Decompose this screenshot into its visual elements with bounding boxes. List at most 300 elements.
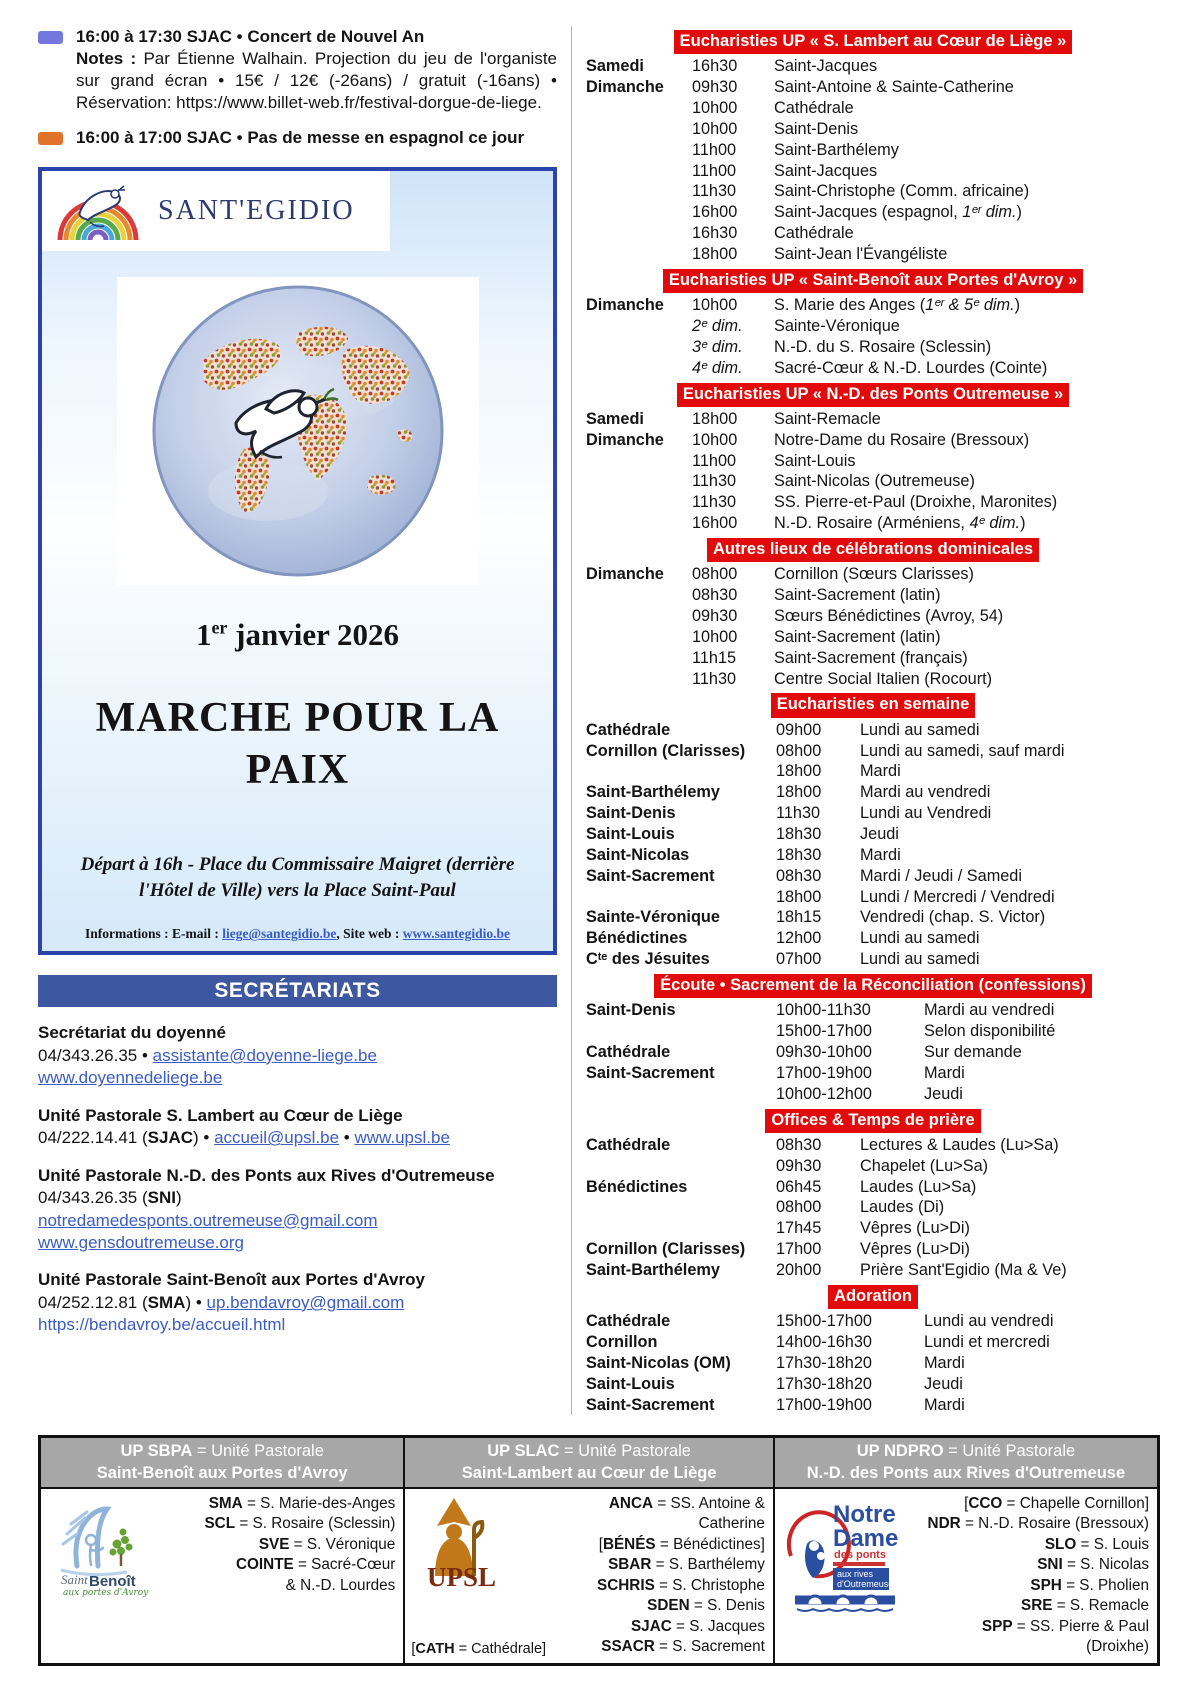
time-cell: 3ᵉ dim. [692, 337, 743, 356]
day-or-place-cell: Dimanche [586, 296, 664, 315]
time-cell: 09h30 [692, 606, 738, 625]
link[interactable]: accueil@upsl.be [214, 1128, 340, 1148]
time-cell: 11h00 [692, 161, 737, 180]
schedule-row [586, 295, 1160, 316]
secretariat-title: Unité Pastorale S. Lambert au Cœur de Liège [38, 1105, 403, 1125]
schedule-row [586, 949, 1160, 970]
time-cell: 2ᵉ dim. [692, 316, 743, 335]
notre-dame-logo [781, 1494, 909, 1658]
secretariats-header: SECRÉTARIATS [38, 975, 557, 1007]
abbreviation-item: SCHRIS = S. Christophe [597, 1576, 765, 1594]
day-or-place-cell: Saint-Nicolas (OM) [586, 1353, 731, 1372]
time-cell: 18h00 [776, 887, 822, 906]
detail-cell: Saint-Barthélemy [774, 140, 899, 159]
schedule-row [586, 887, 1160, 908]
schedule-row [586, 161, 1160, 182]
detail-cell: Mardi [860, 762, 901, 781]
time-cell: 17h00-19h00 [776, 1063, 872, 1082]
secretariat-contact-line: 04/343.26.35 (SNI) [38, 1188, 182, 1208]
detail-cell: Cornillon (Sœurs Clarisses) [774, 565, 974, 584]
detail-cell: Cathédrale [774, 224, 854, 243]
footer-col-ndpro [773, 1438, 1157, 1663]
day-or-place-cell [586, 471, 692, 492]
time-cell: 10h00-12h00 [776, 1084, 872, 1103]
poster-info-line: Informations : E-mail : liege@santegidio.be, Site web : www.santegidio.be [84, 926, 511, 942]
day-or-place-cell [586, 1197, 776, 1218]
secretariat-contact-line [38, 1067, 557, 1089]
detail-cell: Saint-Antoine & Sainte-Catherine [774, 78, 1014, 97]
detail-cell: Cathédrale [774, 98, 854, 117]
detail-cell: Vêpres (Lu>Di) [860, 1219, 970, 1238]
time-cell: 18h30 [776, 845, 822, 864]
schedule-row [586, 77, 1160, 98]
schedule-row [586, 1395, 1160, 1416]
time-cell: 18h00 [776, 783, 822, 802]
time-cell: 12h00 [776, 929, 822, 948]
announcement-notes: Notes : Par Étienne Walhain. Projection du jeu de l'organiste sur grand écran • 15€ / 12€ (-26ans) / gratuit (-16ans) • Réservation: https://www.billet-web.fr/festival-dorgue-de-liege. [76, 49, 557, 113]
schedule-row [586, 1374, 1160, 1395]
detail-cell: Lectures & Laudes (Lu>Sa) [860, 1135, 1059, 1154]
time-cell: 09h30-10h00 [776, 1042, 872, 1061]
detail-cell: Mardi / Jeudi / Samedi [860, 866, 1022, 885]
section-title: Adoration [828, 1285, 918, 1309]
schedule-row [586, 1311, 1160, 1332]
detail-cell: Saint-Jean l'Évangéliste [774, 245, 948, 263]
day-or-place-cell: Cathédrale [586, 1135, 671, 1154]
day-or-place-cell: Cornillon (Clarisses) [586, 1240, 746, 1259]
link[interactable]: www.upsl.be [354, 1128, 450, 1148]
detail-cell: Saint-Denis [774, 119, 859, 138]
time-cell: 08h00 [692, 565, 738, 584]
day-or-place-cell: Saint-Barthélemy [586, 1260, 720, 1279]
svg-text:d'Outremeuse: d'Outremeuse [836, 1578, 894, 1589]
detail-cell: Saint-Jacques [774, 161, 878, 180]
secretariat-contact-line: 04/252.12.81 (SMA) • up.bendavroy@gmail.com [38, 1292, 405, 1312]
schedule-row [586, 430, 1160, 451]
info-label: Informations : E-mail : [84, 926, 223, 942]
day-or-place-cell: Cornillon (Clarisses) [586, 741, 746, 760]
day-or-place-cell [586, 627, 692, 648]
time-cell: 08h30 [776, 1135, 822, 1154]
detail-cell: Saint-Louis [774, 451, 856, 470]
detail-cell: N.-D. du S. Rosaire (Sclessin) [774, 337, 992, 356]
day-or-place-cell [586, 316, 692, 337]
link[interactable]: up.bendavroy@gmail.com [206, 1292, 405, 1312]
link[interactable]: notredamedesponts.outremeuse@gmail.com [38, 1210, 378, 1230]
day-or-place-cell: Saint-Louis [586, 824, 675, 843]
schedule-row [586, 824, 1160, 845]
schedule-row [586, 907, 1160, 928]
svg-text:aux rives: aux rives [836, 1568, 873, 1579]
time-cell: 16h00 [692, 514, 738, 533]
schedule-row [586, 513, 1160, 534]
detail-cell: Sur demande [924, 1042, 1022, 1061]
day-or-place-cell: Cathédrale [586, 1312, 671, 1331]
schedule-row [586, 1239, 1160, 1260]
abbreviation-item: SSACR = S. Sacrement [601, 1638, 765, 1655]
day-or-place-cell: Dimanche [586, 565, 664, 584]
schedule-row [586, 1353, 1160, 1374]
time-cell: 08h30 [776, 866, 822, 885]
announcement-title: 16:00 à 17:00 SJAC • Pas de messe en espagnol ce jour [76, 128, 525, 148]
day-or-place-cell [586, 181, 692, 202]
detail-cell: Lundi au samedi, sauf mardi [860, 741, 1065, 760]
day-or-place-cell: Saint-Barthélemy [586, 783, 720, 802]
time-cell: 07h00 [776, 950, 822, 969]
abbreviation-item: & N.-D. Lourdes [285, 1576, 396, 1594]
section-title: Eucharisties UP « N.-D. des Ponts Outremeuse » [677, 383, 1069, 407]
footer-col-sbpa [41, 1438, 403, 1663]
time-cell: 4ᵉ dim. [692, 358, 743, 377]
announcement-item [38, 127, 557, 149]
time-cell: 09h30 [776, 1156, 822, 1175]
footer-header-sbpa: UP SBPA = Unité Pastorale Saint-Benoît aux Portes d'Avroy [41, 1438, 403, 1488]
detail-cell: Saint-Remacle [774, 409, 881, 428]
santegidio-logo-strip [42, 171, 390, 251]
world-dove-illustration [148, 281, 448, 581]
schedule-row [586, 1332, 1160, 1353]
link[interactable]: www.gensdoutremeuse.org [38, 1232, 245, 1252]
time-cell: 20h00 [776, 1260, 822, 1279]
abbreviation-item: SNI = S. Nicolas [1037, 1556, 1149, 1574]
schedule-row [586, 202, 1160, 223]
schedule-row [586, 409, 1160, 430]
section-header-banner [586, 1109, 1160, 1133]
link[interactable]: www.doyennedeliege.be [38, 1068, 223, 1088]
time-cell: 10h00-11h30 [776, 1001, 871, 1020]
time-cell: 15h00-17h00 [776, 1022, 872, 1041]
abbrev-list-slac [552, 1494, 765, 1658]
footer-body-sbpa [41, 1489, 403, 1664]
poster-title: MARCHE POUR LA PAIX [95, 695, 500, 793]
secretariats-list [38, 1022, 557, 1336]
secretariat-contact-line [38, 1314, 557, 1336]
santegidio-email-link[interactable]: liege@santegidio.be [222, 926, 337, 942]
secretariat-title: Unité Pastorale Saint-Benoît aux Portes d'Avroy [38, 1270, 425, 1290]
saint-benoit-logo [47, 1494, 155, 1658]
footer-header-ndpro: UP NDPRO = Unité Pastorale N.-D. des Ponts aux Rives d'Outremeuse [775, 1438, 1157, 1488]
section-header-banner [586, 538, 1160, 562]
announcements [38, 26, 557, 149]
poster-subtitle: Départ à 16h - Place du Commissaire Maigret (derrière l'Hôtel de Ville) vers la Place Saint-Paul [80, 853, 515, 901]
schedule-row [586, 471, 1160, 492]
day-or-place-cell [586, 1156, 776, 1177]
abbreviation-item: [BÉNÉS = Bénédictines] [598, 1535, 765, 1553]
schedule-row [586, 451, 1160, 472]
detail-cell: Lundi / Mercredi / Vendredi [860, 887, 1055, 906]
detail-cell: Mardi [924, 1353, 965, 1372]
schedule-row [586, 627, 1160, 648]
time-cell: 18h00 [692, 245, 738, 263]
detail-cell: Jeudi [860, 824, 899, 843]
abbreviation-item: SMA = S. Marie-des-Anges [208, 1494, 396, 1512]
time-cell: 18h00 [692, 409, 738, 428]
schedule-row [586, 782, 1160, 803]
detail-cell: Jeudi [924, 1374, 963, 1393]
day-or-place-cell: Saint-Denis [586, 1001, 676, 1020]
detail-cell: Lundi au Vendredi [860, 804, 992, 823]
section-title: Écoute • Sacrement de la Réconciliation (confessions) [654, 974, 1092, 998]
schedule-row [586, 1177, 1160, 1198]
secretariat-entry [38, 1269, 557, 1336]
time-cell: 11h15 [692, 648, 737, 667]
schedule-row [586, 1084, 1160, 1105]
schedule-row [586, 845, 1160, 866]
abbreviation-item: ANCA = SS. Antoine & Catherine [608, 1494, 765, 1533]
detail-cell: Saint-Sacrement (latin) [774, 627, 941, 646]
time-cell: 11h30 [692, 669, 737, 688]
detail-cell: Vêpres (Lu>Di) [860, 1240, 970, 1259]
schedule-rows [586, 1000, 1160, 1104]
footer-abbreviations-table [38, 1435, 1160, 1666]
schedule-row [586, 1218, 1160, 1239]
day-or-place-cell [586, 1021, 776, 1042]
day-or-place-cell: Samedi [586, 57, 644, 76]
time-cell: 08h30 [692, 586, 738, 605]
abbreviation-item: SDEN = S. Denis [647, 1597, 765, 1615]
schedule-row [586, 1021, 1160, 1042]
day-or-place-cell [586, 492, 692, 513]
section-header-banner [586, 1285, 1160, 1309]
abbreviation-item: SLO = S. Louis [1044, 1535, 1149, 1553]
abbreviation-item: SJAC = S. Jacques [630, 1617, 765, 1635]
time-cell: 16h30 [692, 57, 738, 76]
detail-cell: Prière Sant'Egidio (Ma & Ve) [860, 1260, 1067, 1279]
left-column [38, 26, 557, 1415]
schedule-row [586, 648, 1160, 669]
footer-col-slac [403, 1438, 773, 1663]
detail-cell: Saint-Jacques [774, 57, 878, 76]
day-or-place-cell: Saint-Sacrement [586, 1395, 715, 1414]
link[interactable]: assistante@doyenne-liege.be [152, 1045, 377, 1065]
section-title: Offices & Temps de prière [765, 1109, 980, 1133]
announcement-item [38, 26, 557, 114]
schedule-row [586, 1000, 1160, 1021]
day-or-place-cell [586, 1084, 776, 1105]
secretariat-contact-line [38, 1232, 557, 1254]
time-cell: 10h00 [692, 430, 738, 449]
detail-cell: Lundi et mercredi [924, 1332, 1050, 1351]
schedule-row [586, 606, 1160, 627]
time-cell: 08h00 [776, 1198, 822, 1217]
day-or-place-cell [586, 1218, 776, 1239]
schedule-row [586, 761, 1160, 782]
detail-cell: Mardi [924, 1395, 965, 1414]
day-or-place-cell [586, 244, 692, 265]
detail-cell: Sacré-Cœur & N.-D. Lourdes (Cointe) [774, 358, 1048, 377]
schedule-row [586, 119, 1160, 140]
day-or-place-cell: Saint-Denis [586, 804, 676, 823]
santegidio-site-link[interactable]: www.santegidio.be [402, 926, 511, 942]
detail-cell: N.-D. Rosaire (Arméniens, 4ᵉ dim.) [774, 514, 1026, 533]
time-cell: 17h30-18h20 [776, 1353, 872, 1372]
day-or-place-cell: Sainte-Véronique [586, 908, 720, 927]
link[interactable]: https://bendavroy.be/accueil.html [38, 1315, 286, 1335]
detail-cell: Selon disponibilité [924, 1022, 1056, 1041]
svg-text:UPSL: UPSL [427, 1561, 497, 1590]
schedule-row [586, 669, 1160, 690]
abbreviation-item: COINTE = Sacré-Cœur [235, 1556, 396, 1574]
detail-cell: Lundi au samedi [860, 720, 980, 739]
santegidio-poster [38, 167, 557, 955]
time-cell: 17h00 [776, 1240, 822, 1259]
day-or-place-cell [586, 606, 692, 627]
section-header-banner [586, 974, 1160, 998]
abbreviation-item: SBAR = S. Barthélemy [608, 1556, 765, 1574]
time-cell: 10h00 [692, 98, 738, 117]
detail-cell: Saint-Christophe (Comm. africaine) [774, 182, 1030, 201]
secretariat-entry [38, 1105, 557, 1150]
detail-cell: Laudes (Lu>Sa) [860, 1177, 977, 1196]
abbrev-list-ndpro [915, 1494, 1149, 1658]
schedule-rows [586, 720, 1160, 970]
time-cell: 17h00-19h00 [776, 1395, 872, 1414]
day-or-place-cell [586, 223, 692, 244]
day-or-place-cell: Cornillon [586, 1332, 658, 1351]
schedule-row [586, 1063, 1160, 1084]
schedule-row [586, 1197, 1160, 1218]
section-title: Eucharisties UP « S. Lambert au Cœur de Liège » [674, 30, 1073, 54]
detail-cell: Vendredi (chap. S. Victor) [860, 908, 1046, 927]
schedule-row [586, 803, 1160, 824]
schedule-row [586, 98, 1160, 119]
time-cell: 16h30 [692, 224, 738, 243]
time-cell: 11h00 [692, 451, 737, 470]
time-cell: 09h30 [692, 78, 738, 97]
section-header-banner [586, 693, 1160, 717]
secretariat-title: Secrétariat du doyenné [38, 1023, 227, 1043]
time-cell: 10h00 [692, 627, 738, 646]
schedule-row [586, 223, 1160, 244]
day-or-place-cell: Saint-Louis [586, 1374, 675, 1393]
section-title: Eucharisties UP « Saint-Benoît aux Portes d'Avroy » [663, 269, 1083, 293]
day-or-place-cell: Saint-Sacrement [586, 866, 715, 885]
day-or-place-cell: Saint-Sacrement [586, 1063, 715, 1082]
time-cell: 15h00-17h00 [776, 1312, 872, 1331]
day-or-place-cell [586, 161, 692, 182]
detail-cell: Jeudi [924, 1084, 963, 1103]
schedule-row [586, 316, 1160, 337]
schedule-row [586, 720, 1160, 741]
day-or-place-cell [586, 585, 692, 606]
time-cell: 17h30-18h20 [776, 1374, 872, 1393]
rainbow-dove-icon [52, 178, 144, 244]
day-or-place-cell [586, 451, 692, 472]
detail-cell: Mardi au vendredi [924, 1001, 1055, 1020]
secretariat-title: Unité Pastorale N.-D. des Ponts aux Rives d'Outremeuse [38, 1165, 495, 1185]
schedule-rows [586, 1311, 1160, 1415]
detail-cell: Mardi [860, 845, 901, 864]
day-or-place-cell [586, 358, 692, 379]
schedule-rows [586, 56, 1160, 265]
santegidio-wordmark: SANT'EGIDIO [158, 195, 355, 227]
day-or-place-cell [586, 119, 692, 140]
schedule-row [586, 928, 1160, 949]
globe-illustration-frame [117, 277, 479, 585]
detail-cell: Saint-Sacrement (français) [774, 648, 968, 667]
schedule-rows [586, 564, 1160, 689]
section-title: Autres lieux de célébrations dominicales [707, 538, 1039, 562]
abbreviation-item: SRE = S. Remacle [1021, 1597, 1149, 1615]
schedule-row [586, 1260, 1160, 1281]
day-or-place-cell [586, 98, 692, 119]
day-or-place-cell: Dimanche [586, 430, 664, 449]
abbreviation-item: SVE = S. Véronique [258, 1535, 396, 1553]
detail-cell: Sainte-Véronique [774, 316, 900, 335]
abbreviation-item: SCL = S. Rosaire (Sclessin) [204, 1515, 396, 1533]
svg-text:aux portes d'Avroy: aux portes d'Avroy [63, 1587, 149, 1598]
svg-text:Dame: Dame [832, 1524, 899, 1552]
day-or-place-cell: Cᵗᵉ des Jésuites [586, 950, 710, 969]
detail-cell: Saint-Nicolas (Outremeuse) [774, 472, 975, 491]
time-cell: 14h00-16h30 [776, 1332, 872, 1351]
day-or-place-cell: Cathédrale [586, 1042, 671, 1061]
day-or-place-cell: Dimanche [586, 78, 664, 97]
bullet-marker-icon [38, 31, 63, 44]
detail-cell: SS. Pierre-et-Paul (Droixhe, Maronites) [774, 493, 1058, 512]
abbreviation-item: [CATH = Cathédrale] [411, 1641, 547, 1658]
day-or-place-cell: Cathédrale [586, 720, 671, 739]
time-cell: 11h30 [692, 493, 737, 512]
upsl-logo [411, 1494, 546, 1658]
svg-text:Benoît: Benoît [89, 1572, 136, 1590]
section-title: Eucharisties en semaine [771, 693, 976, 717]
detail-cell: Lundi au samedi [860, 929, 980, 948]
time-cell: 10h00 [692, 296, 738, 315]
time-cell: 18h30 [776, 824, 822, 843]
detail-cell: Saint-Jacques (espagnol, 1ᵉʳ dim.) [774, 203, 1022, 222]
time-cell: 11h30 [692, 472, 737, 491]
time-cell: 11h30 [692, 182, 737, 201]
schedule-row [586, 1156, 1160, 1177]
detail-cell: Lundi au samedi [860, 950, 980, 969]
detail-cell: Notre-Dame du Rosaire (Bressoux) [774, 430, 1030, 449]
schedule-rows [586, 409, 1160, 534]
time-cell: 09h00 [776, 720, 822, 739]
schedule-row [586, 585, 1160, 606]
secretariat-entry [38, 1022, 557, 1089]
secretariat-contact-line: 04/222.14.41 (SJAC) • accueil@upsl.be • www.upsl.be [38, 1128, 450, 1148]
detail-cell: Laudes (Di) [860, 1198, 945, 1217]
section-header-banner [586, 269, 1160, 293]
day-or-place-cell [586, 761, 776, 782]
announcement-title: 16:00 à 17:30 SJAC • Concert de Nouvel An [76, 27, 425, 46]
schedule-sections [586, 30, 1160, 1415]
schedule-row [586, 564, 1160, 585]
time-cell: 10h00 [692, 119, 738, 138]
day-or-place-cell [586, 887, 776, 908]
day-or-place-cell: Bénédictines [586, 929, 688, 948]
footer-body-slac [405, 1489, 773, 1664]
abbreviation-item: NDR = N.-D. Rosaire (Bressoux) [927, 1515, 1149, 1533]
poster-date: 1er janvier 2026 [195, 617, 400, 653]
schedule-row [586, 741, 1160, 762]
schedule-row [586, 1042, 1160, 1063]
day-or-place-cell [586, 337, 692, 358]
svg-text:Notre: Notre [832, 1500, 896, 1528]
time-cell: 18h00 [776, 762, 822, 781]
abbrev-list-sbpa [161, 1494, 395, 1658]
schedule-rows [586, 295, 1160, 378]
detail-cell: Saint-Sacrement (latin) [774, 586, 941, 605]
svg-text:Saint: Saint [61, 1571, 88, 1587]
day-or-place-cell: Samedi [586, 409, 644, 428]
detail-cell: Lundi au vendredi [924, 1312, 1054, 1331]
right-column [571, 26, 1160, 1415]
day-or-place-cell [586, 202, 692, 223]
footer-header-slac: UP SLAC = Unité Pastorale Saint-Lambert au Cœur de Liège [405, 1438, 773, 1488]
day-or-place-cell [586, 140, 692, 161]
